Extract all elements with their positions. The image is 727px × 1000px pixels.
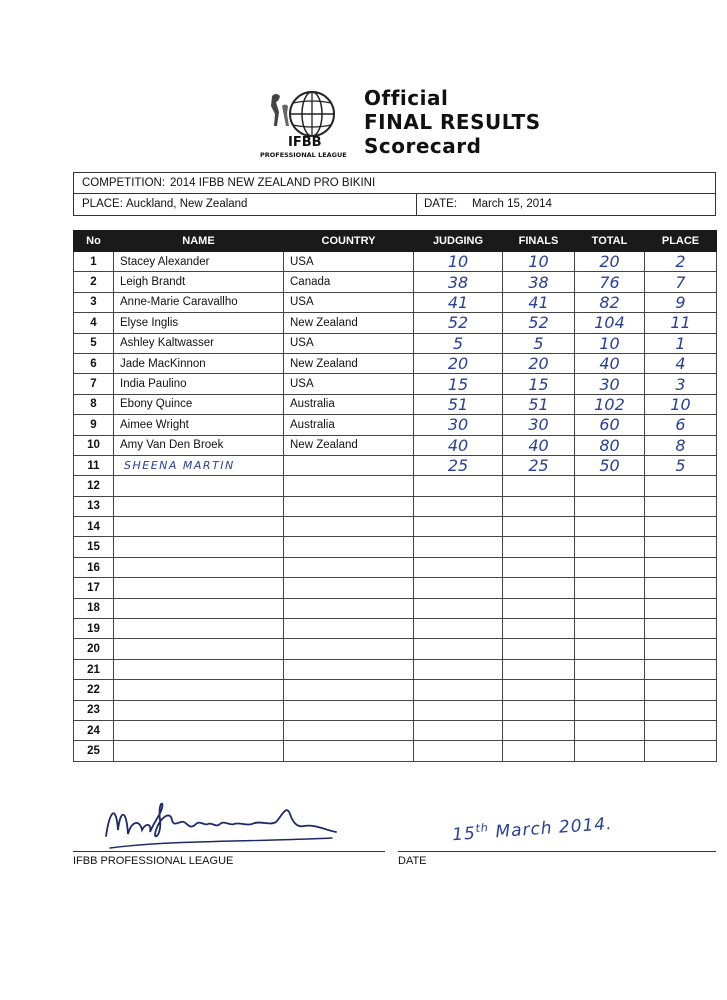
- cell-judging: 15: [414, 374, 503, 394]
- cell-no: 1: [74, 252, 114, 272]
- cell-judging: 41: [414, 292, 503, 312]
- cell-name: SHEENA MARTIN: [114, 455, 284, 475]
- cell-finals: 5: [503, 333, 575, 353]
- cell-name: [114, 639, 284, 659]
- cell-judging: [414, 557, 503, 577]
- logo-text: IFBB: [288, 135, 322, 150]
- cell-no: 7: [74, 374, 114, 394]
- header-no: No: [74, 231, 114, 252]
- cell-judging: 10: [414, 252, 503, 272]
- signature-label: IFBB PROFESSIONAL LEAGUE: [73, 855, 234, 867]
- competition-label: COMPETITION:: [82, 177, 166, 189]
- cell-total: 102: [575, 394, 645, 414]
- cell-no: 24: [74, 720, 114, 740]
- cell-finals: 25: [503, 455, 575, 475]
- cell-name: Jade MacKinnon: [114, 353, 284, 373]
- cell-no: 19: [74, 619, 114, 639]
- cell-country: [284, 598, 414, 618]
- table-row: [74, 639, 717, 659]
- cell-country: USA: [284, 374, 414, 394]
- cell-name: Aimee Wright: [114, 415, 284, 435]
- cell-total: 10: [575, 333, 645, 353]
- header-judging: JUDGING: [414, 231, 503, 252]
- cell-name: [114, 598, 284, 618]
- cell-judging: 5: [414, 333, 503, 353]
- cell-place: 1: [645, 333, 717, 353]
- table-row: [74, 496, 717, 516]
- cell-finals: [503, 557, 575, 577]
- cell-total: 76: [575, 272, 645, 292]
- cell-no: 17: [74, 578, 114, 598]
- ifbb-logo: [258, 88, 354, 160]
- cell-name: [114, 659, 284, 679]
- cell-name: [114, 720, 284, 740]
- cell-name: [114, 700, 284, 720]
- cell-judging: 25: [414, 455, 503, 475]
- cell-name: [114, 496, 284, 516]
- cell-finals: 38: [503, 272, 575, 292]
- table-row: [74, 619, 717, 639]
- results-table: [73, 230, 717, 762]
- table-row: [74, 415, 717, 435]
- cell-name: Ebony Quince: [114, 394, 284, 414]
- cell-judging: [414, 741, 503, 761]
- cell-place: [645, 741, 717, 761]
- table-row: [74, 517, 717, 537]
- cell-total: 82: [575, 292, 645, 312]
- cell-finals: 10: [503, 252, 575, 272]
- cell-country: [284, 741, 414, 761]
- cell-no: 5: [74, 333, 114, 353]
- cell-finals: [503, 537, 575, 557]
- cell-judging: 30: [414, 415, 503, 435]
- competition-value: 2014 IFBB NEW ZEALAND PRO BIKINI: [170, 177, 376, 189]
- cell-name: Leigh Brandt: [114, 272, 284, 292]
- table-row: [74, 353, 717, 373]
- table-row: [74, 537, 717, 557]
- header-country: COUNTRY: [284, 231, 414, 252]
- cell-place: [645, 517, 717, 537]
- cell-finals: [503, 700, 575, 720]
- cell-finals: 52: [503, 313, 575, 333]
- cell-place: 9: [645, 292, 717, 312]
- place-date-row: [74, 194, 715, 216]
- cell-finals: 20: [503, 353, 575, 373]
- cell-place: [645, 680, 717, 700]
- cell-total: 60: [575, 415, 645, 435]
- cell-finals: [503, 476, 575, 496]
- cell-country: USA: [284, 252, 414, 272]
- cell-judging: [414, 619, 503, 639]
- cell-place: [645, 720, 717, 740]
- cell-total: 80: [575, 435, 645, 455]
- table-row: [74, 557, 717, 577]
- cell-judging: [414, 659, 503, 679]
- cell-country: [284, 680, 414, 700]
- cell-country: [284, 639, 414, 659]
- handwritten-date-rest: March 2014.: [494, 814, 614, 843]
- table-row: [74, 700, 717, 720]
- cell-finals: 40: [503, 435, 575, 455]
- cell-name: India Paulino: [114, 374, 284, 394]
- cell-judging: 20: [414, 353, 503, 373]
- cell-country: New Zealand: [284, 435, 414, 455]
- info-divider: [416, 194, 417, 216]
- cell-total: 50: [575, 455, 645, 475]
- cell-name: Anne-Marie Caravallho: [114, 292, 284, 312]
- table-row: [74, 435, 717, 455]
- cell-country: [284, 455, 414, 475]
- handwritten-date-suffix: th: [475, 821, 490, 835]
- competition-info-box: [73, 172, 716, 216]
- cell-no: 12: [74, 476, 114, 496]
- cell-name: [114, 537, 284, 557]
- cell-place: [645, 537, 717, 557]
- table-header-row: [74, 231, 717, 252]
- cell-judging: [414, 700, 503, 720]
- table-row: [74, 476, 717, 496]
- competition-row: [74, 173, 715, 194]
- cell-total: 104: [575, 313, 645, 333]
- table-row: [74, 455, 717, 475]
- title-line-scorecard: Scorecard: [364, 134, 482, 158]
- signature-line: [73, 851, 385, 852]
- cell-place: [645, 659, 717, 679]
- cell-name: [114, 476, 284, 496]
- cell-name: Amy Van Den Broek: [114, 435, 284, 455]
- table-row: [74, 374, 717, 394]
- cell-place: 3: [645, 374, 717, 394]
- cell-country: Australia: [284, 415, 414, 435]
- cell-country: [284, 517, 414, 537]
- cell-judging: [414, 496, 503, 516]
- footer-date-label: DATE: [398, 855, 427, 867]
- header-total: TOTAL: [575, 231, 645, 252]
- date-line: [398, 851, 716, 852]
- cell-place: 11: [645, 313, 717, 333]
- cell-total: [575, 476, 645, 496]
- cell-no: 23: [74, 700, 114, 720]
- cell-place: 7: [645, 272, 717, 292]
- cell-judging: 38: [414, 272, 503, 292]
- cell-no: 4: [74, 313, 114, 333]
- cell-total: [575, 578, 645, 598]
- handwritten-date-day: 15: [451, 823, 477, 846]
- cell-no: 11: [74, 455, 114, 475]
- cell-no: 3: [74, 292, 114, 312]
- cell-finals: [503, 619, 575, 639]
- cell-total: [575, 619, 645, 639]
- cell-judging: [414, 639, 503, 659]
- cell-no: 8: [74, 394, 114, 414]
- cell-no: 14: [74, 517, 114, 537]
- cell-place: [645, 496, 717, 516]
- cell-finals: [503, 741, 575, 761]
- header-place: PLACE: [645, 231, 717, 252]
- cell-no: 16: [74, 557, 114, 577]
- table-row: [74, 394, 717, 414]
- title-line-final-results: FINAL RESULTS: [364, 110, 541, 134]
- cell-country: [284, 476, 414, 496]
- cell-total: [575, 537, 645, 557]
- cell-place: [645, 700, 717, 720]
- cell-total: [575, 496, 645, 516]
- cell-total: [575, 639, 645, 659]
- cell-finals: [503, 598, 575, 618]
- cell-finals: 15: [503, 374, 575, 394]
- cell-country: [284, 720, 414, 740]
- cell-total: [575, 700, 645, 720]
- cell-finals: 41: [503, 292, 575, 312]
- document-title: [364, 86, 541, 158]
- table-row: [74, 720, 717, 740]
- cell-name: [114, 619, 284, 639]
- cell-place: [645, 639, 717, 659]
- cell-country: [284, 659, 414, 679]
- table-row: [74, 272, 717, 292]
- cell-country: Australia: [284, 394, 414, 414]
- cell-total: 20: [575, 252, 645, 272]
- cell-name: [114, 578, 284, 598]
- cell-judging: [414, 578, 503, 598]
- signature-icon: [100, 790, 340, 856]
- cell-place: 6: [645, 415, 717, 435]
- cell-no: 10: [74, 435, 114, 455]
- cell-judging: 52: [414, 313, 503, 333]
- cell-total: [575, 720, 645, 740]
- table-row: [74, 292, 717, 312]
- cell-place: [645, 557, 717, 577]
- cell-country: USA: [284, 292, 414, 312]
- cell-finals: [503, 720, 575, 740]
- place-label: PLACE:: [82, 198, 123, 210]
- cell-total: 40: [575, 353, 645, 373]
- cell-total: [575, 659, 645, 679]
- header-name: NAME: [114, 231, 284, 252]
- cell-total: [575, 741, 645, 761]
- cell-no: 6: [74, 353, 114, 373]
- cell-place: 4: [645, 353, 717, 373]
- cell-country: New Zealand: [284, 313, 414, 333]
- cell-name: [114, 517, 284, 537]
- cell-country: USA: [284, 333, 414, 353]
- cell-no: 13: [74, 496, 114, 516]
- cell-no: 15: [74, 537, 114, 557]
- cell-name: [114, 741, 284, 761]
- cell-total: [575, 557, 645, 577]
- cell-place: 10: [645, 394, 717, 414]
- cell-finals: 30: [503, 415, 575, 435]
- cell-finals: [503, 639, 575, 659]
- cell-judging: [414, 476, 503, 496]
- cell-judging: 51: [414, 394, 503, 414]
- handwritten-date: [451, 812, 613, 845]
- table-row: [74, 313, 717, 333]
- title-line-official: Official: [364, 86, 449, 110]
- cell-country: Canada: [284, 272, 414, 292]
- place-value: Auckland, New Zealand: [126, 198, 248, 210]
- cell-no: 22: [74, 680, 114, 700]
- cell-name: [114, 557, 284, 577]
- table-row: [74, 680, 717, 700]
- cell-name: Stacey Alexander: [114, 252, 284, 272]
- cell-finals: 51: [503, 394, 575, 414]
- cell-finals: [503, 578, 575, 598]
- cell-finals: [503, 659, 575, 679]
- cell-country: [284, 537, 414, 557]
- cell-judging: [414, 598, 503, 618]
- table-row: [74, 598, 717, 618]
- cell-no: 21: [74, 659, 114, 679]
- cell-country: [284, 496, 414, 516]
- header-finals: FINALS: [503, 231, 575, 252]
- cell-country: New Zealand: [284, 353, 414, 373]
- cell-judging: 40: [414, 435, 503, 455]
- cell-no: 2: [74, 272, 114, 292]
- table-row: [74, 659, 717, 679]
- table-row: [74, 252, 717, 272]
- cell-place: 8: [645, 435, 717, 455]
- cell-total: 30: [575, 374, 645, 394]
- cell-place: 5: [645, 455, 717, 475]
- cell-total: [575, 680, 645, 700]
- cell-place: 2: [645, 252, 717, 272]
- cell-country: [284, 578, 414, 598]
- table-row: [74, 741, 717, 761]
- date-value: March 15, 2014: [472, 198, 552, 210]
- logo-subtext: PROFESSIONAL LEAGUE: [260, 151, 347, 159]
- cell-name: [114, 680, 284, 700]
- date-label: DATE:: [424, 198, 458, 210]
- cell-country: [284, 700, 414, 720]
- table-row: [74, 333, 717, 353]
- cell-no: 9: [74, 415, 114, 435]
- cell-judging: [414, 720, 503, 740]
- results-body: [74, 252, 717, 762]
- cell-country: [284, 557, 414, 577]
- cell-finals: [503, 680, 575, 700]
- cell-no: 18: [74, 598, 114, 618]
- cell-country: [284, 619, 414, 639]
- cell-no: 20: [74, 639, 114, 659]
- cell-no: 25: [74, 741, 114, 761]
- cell-judging: [414, 680, 503, 700]
- cell-finals: [503, 496, 575, 516]
- cell-judging: [414, 517, 503, 537]
- cell-place: [645, 598, 717, 618]
- cell-total: [575, 517, 645, 537]
- cell-judging: [414, 537, 503, 557]
- cell-name: Elyse Inglis: [114, 313, 284, 333]
- cell-total: [575, 598, 645, 618]
- cell-finals: [503, 517, 575, 537]
- cell-name: Ashley Kaltwasser: [114, 333, 284, 353]
- table-row: [74, 578, 717, 598]
- cell-place: [645, 578, 717, 598]
- cell-place: [645, 476, 717, 496]
- cell-place: [645, 619, 717, 639]
